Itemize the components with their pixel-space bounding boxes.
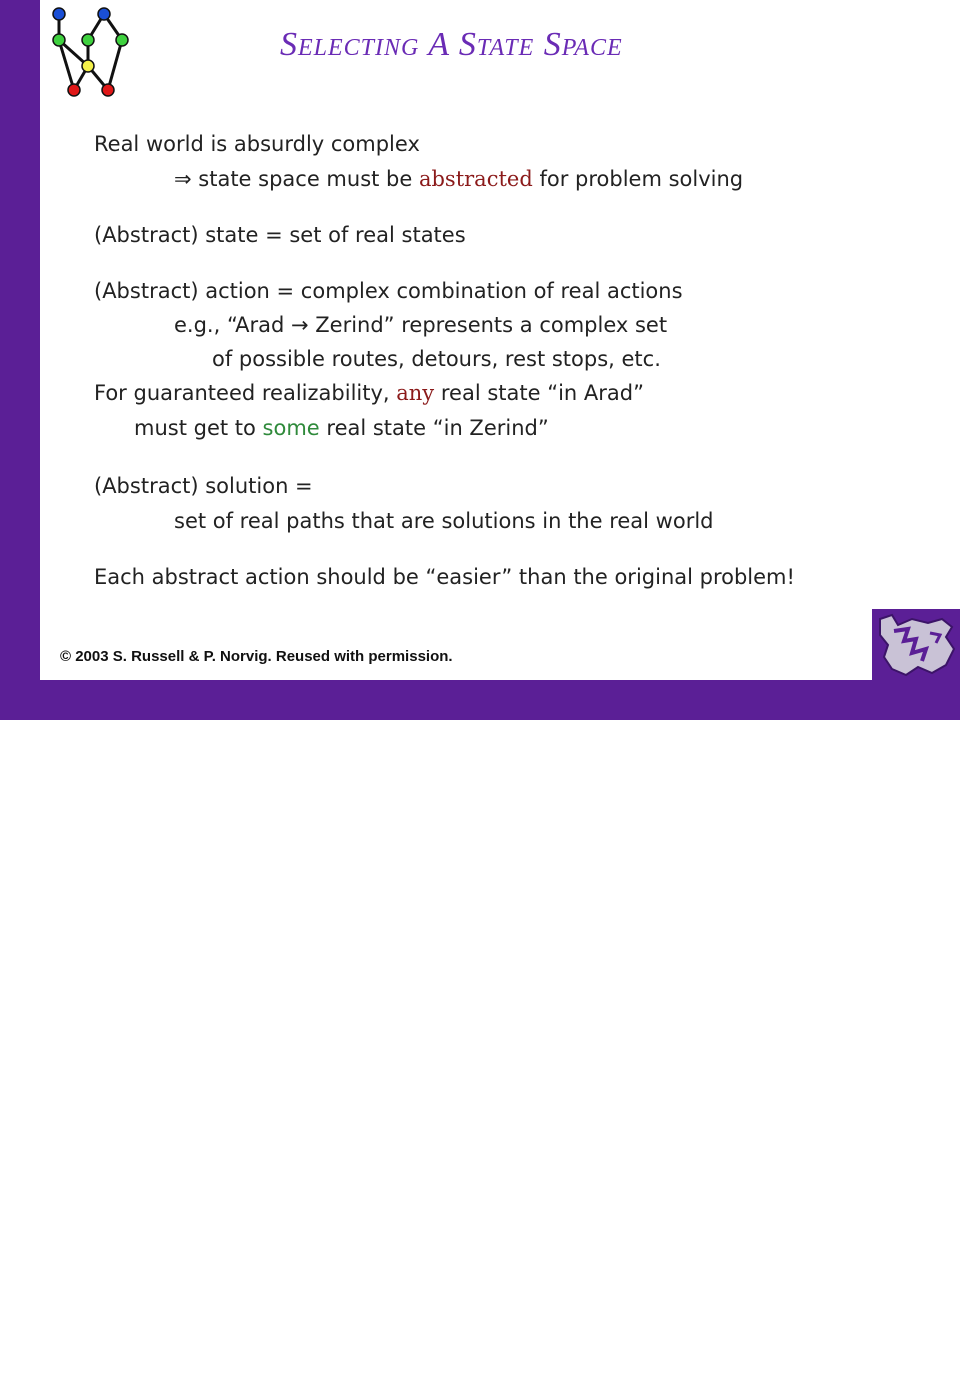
body-line (174, 313, 667, 337)
course-name: Artificial Intelligence (8, 1379, 127, 1391)
body-line (174, 509, 714, 533)
course-number: CIS 530 / 730 (8, 1365, 82, 1377)
text-span: set of real paths that are solutions in the real world (174, 509, 714, 533)
text-span: for problem solving (532, 167, 744, 191)
department-name: Computing & Information Sciences (767, 1365, 950, 1377)
text-span: For guaranteed realizability, (94, 381, 397, 405)
text-span: must get to (134, 416, 263, 440)
body-line (94, 223, 466, 247)
body-line (94, 381, 644, 405)
text-span: ⇒ state space must be (174, 167, 419, 191)
text-span: (Abstract) state = set of real states (94, 223, 466, 247)
network-graph-logo-icon (46, 4, 136, 100)
emphasis-some: some (262, 416, 320, 440)
body-line (94, 474, 313, 498)
copyright-notice: © 2003 S. Russell & P. Norvig. Reused with permission. (60, 648, 453, 665)
body-line (212, 347, 661, 371)
text-span: real state “in Zerind” (319, 416, 549, 440)
text-span: of possible routes, detours, rest stops, etc. (212, 347, 661, 371)
slide-title: Selecting A State Space (280, 26, 623, 63)
body-line (94, 279, 683, 303)
footer-bar (0, 680, 960, 1391)
body-line (94, 132, 420, 156)
text-span: Each abstract action should be “easier” than the original problem! (94, 565, 795, 589)
emphasis-abstracted: abstracted (418, 167, 533, 191)
text-span: e.g., “Arad → Zerind” represents a complex set (174, 313, 668, 337)
lecture-number: Lecture 4 of 42 (448, 1366, 538, 1380)
text-span: (Abstract) action = complex combination of real actions (94, 279, 683, 303)
text-span: real state “in Arad” (434, 381, 644, 405)
left-accent-bar (0, 0, 40, 680)
text-span: Real world is absurdly complex (94, 132, 420, 156)
wildcat-logo-icon (872, 609, 960, 680)
text-span: (Abstract) solution = (94, 474, 313, 498)
body-line (174, 167, 743, 191)
emphasis-any: any (396, 381, 435, 405)
footer-dept-block (767, 1364, 950, 1392)
body-line (94, 565, 795, 589)
body-line (134, 416, 549, 440)
footer-course-block (8, 1364, 126, 1392)
university-name: Kansas State University (821, 1379, 950, 1391)
